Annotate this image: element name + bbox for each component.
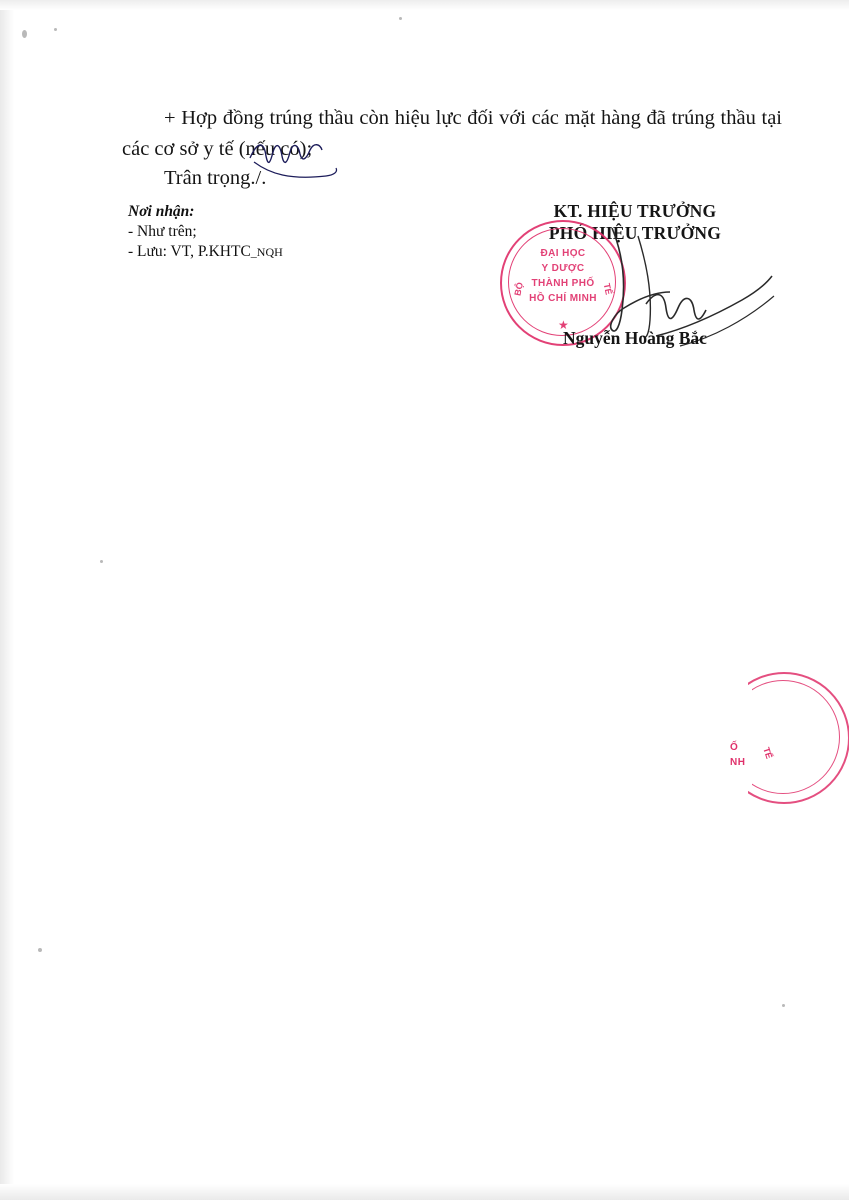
partial-seal-text [730,740,745,770]
recipients-item: - Như trên; [128,223,197,240]
partial-seal-side-text: TẾ [761,745,775,761]
partial-seal [718,672,849,804]
partial-seal-inner-ring [726,680,840,794]
signer-name: Nguyễn Hoàng Bắc [563,328,707,348]
recipients-block [128,202,408,262]
seal-line-1: ĐẠI HỌC [540,248,586,259]
seal-left-text: BỘ [512,281,526,297]
seal-line-2: Y DƯỢC [541,263,585,274]
recipients-item-text: - Lưu: VT, P.KHTC [128,243,251,260]
scan-speck [54,28,57,31]
scan-speck [38,948,42,952]
recipients-title: Nơi nhận: [128,203,195,220]
signature-title-line-1: KT. HIỆU TRƯỞNG [553,201,717,221]
scan-speck [782,1004,785,1007]
scan-speck [399,17,402,20]
recipients-item [128,242,408,262]
seal-text [502,246,624,306]
scan-speck [100,560,103,563]
recipients-initials: _NQH [250,245,283,259]
scan-edge-bottom [0,1184,849,1200]
scan-speck [22,30,27,38]
seal-star-icon: ★ [558,318,569,332]
partial-seal-line-1: Ố [730,742,739,753]
scan-edge-top [0,0,849,10]
scan-edge-left [0,0,14,1200]
signature-title-line-2: PHÓ HIỆU TRƯỞNG [548,223,722,243]
seal-line-4: HỒ CHÍ MINH [529,293,597,304]
seal-right-text: TẾ [602,282,615,296]
seal-line-3: THÀNH PHỐ [531,278,595,289]
closing-line: Trân trọng./. [164,166,267,189]
partial-seal-line-2: NH [730,757,746,768]
body-paragraph: + Hợp đồng trúng thầu còn hiệu lực đối với các mặt hàng đã trúng thầu tại các cơ sở y tế (nếu có); [122,106,782,160]
